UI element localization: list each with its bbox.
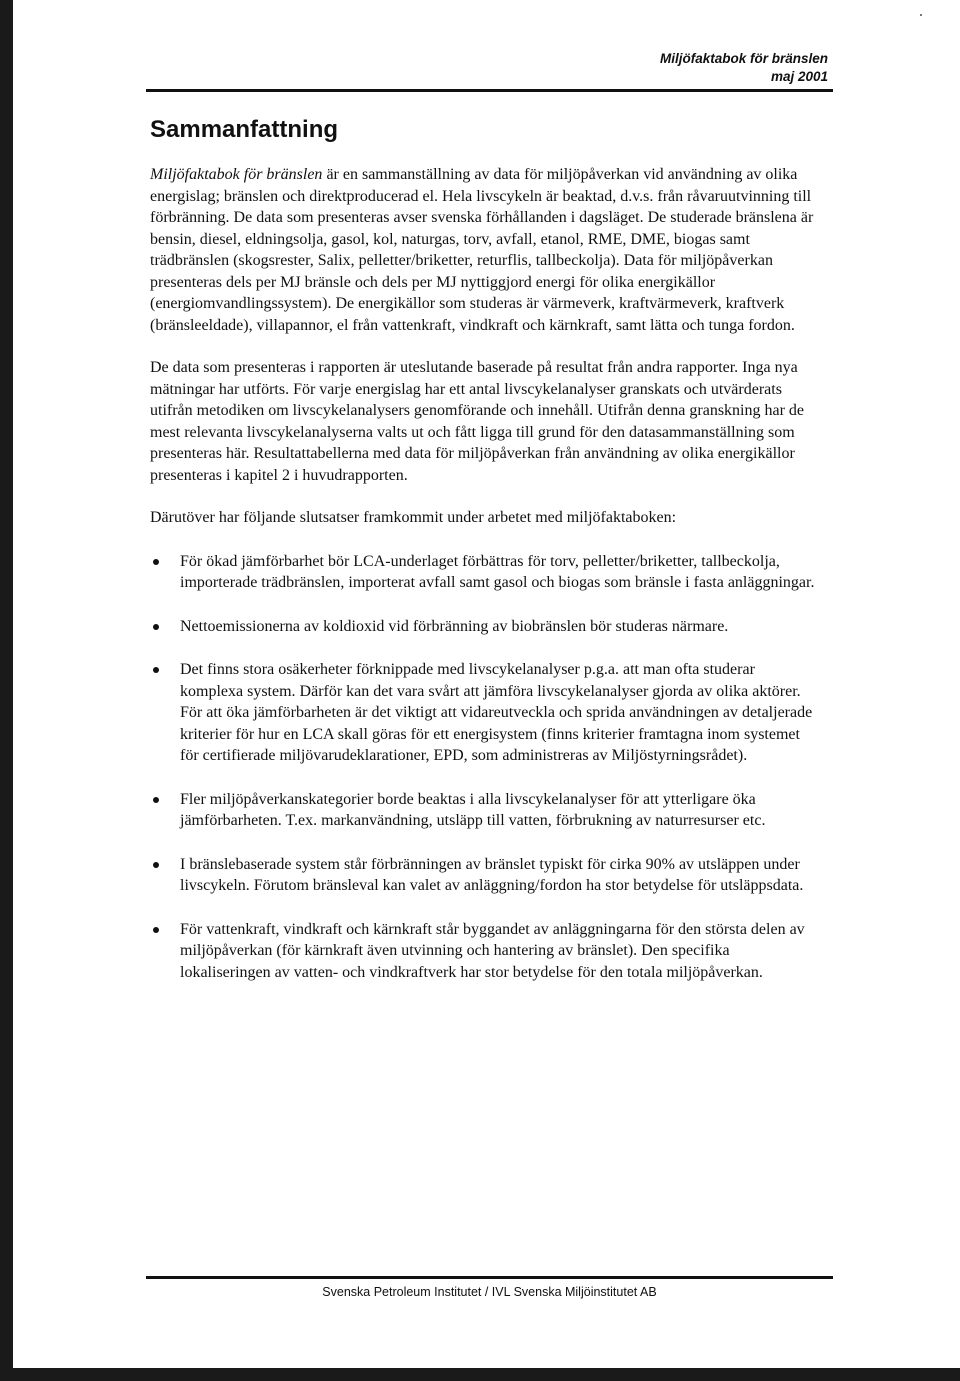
conclusions-list xyxy=(150,551,818,984)
bullet-icon xyxy=(153,862,159,868)
bullet-icon xyxy=(153,667,159,673)
body-text xyxy=(150,164,818,1005)
bullet-icon xyxy=(153,927,159,933)
running-footer: Svenska Petroleum Institutet / IVL Svenska Miljöinstitutet AB xyxy=(322,1285,657,1299)
list-item xyxy=(150,919,818,984)
paragraph-sources: De data som presenteras i rapporten är uteslutande baserade på resultat från andra rapporter. Inga nya mätningar har utförts. För varje energislag har ett antal livscykelanalyser granskats och utvärderats utifrån metodiken om livscykelanalysers genomförande och innehåll. Utifrån denna granskning har de mest relevanta livscykelanalyserna valts ut och fått ligga till grund för den datasammanställning som presenteras här. Resultattabellerna med data för miljöpåverkan från användning av olika energikällor presenteras i kapitel 2 i huvudrapporten. xyxy=(150,359,805,484)
header-rule xyxy=(146,89,833,92)
list-item-text: Fler miljöpåverkanskategorier borde beaktas i alla livscykelanalyser för att ytterligare öka jämförbarheten. T.ex. markanvändning, utsläpp till vatten, förbrukning av naturresurser etc. xyxy=(180,790,766,829)
list-item-text: Nettoemissionerna av koldioxid vid förbränning av biobränslen bör studeras närmare. xyxy=(180,617,729,635)
paragraph-conclusions-intro: Därutöver har följande slutsatser framkommit under arbetet med miljöfaktaboken: xyxy=(150,509,677,526)
header-date: maj 2001 xyxy=(770,69,828,84)
list-item-text: För vattenkraft, vindkraft och kärnkraft står byggandet av anläggningarna för den största delen av miljöpåverkan (för kärnkraft även utvinning och hantering av bränslet). Den specifika lokaliseringen av vatten- och vindkraftverk har stor betydelse för den totala miljöpåverkan. xyxy=(180,920,805,981)
list-item-text: För ökad jämförbarhet bör LCA-underlaget förbättras för torv, pelletter/briketter, tallbeckolja, importerade trädbränslen, importerat avfall samt gasol och biogas som bränsle i fasta anläggningar. xyxy=(180,552,815,591)
running-header xyxy=(660,50,828,86)
list-item xyxy=(150,551,818,594)
list-item xyxy=(150,854,818,897)
paragraph-intro xyxy=(150,164,818,336)
header-doc-title: Miljöfaktabok för bränslen xyxy=(659,51,828,66)
paragraph-intro-text: är en sammanställning av data för miljöpåverkan vid användning av olika energislag; bränslen och direktproducerad el. Hela livscykeln är beaktad, d.v.s. från råvaruutvinning till förbränning. De data som presenteras avser svenska förhållanden i dagsläget. De studerade bränslena är bensin, diesel, eldningsolja, gasol, kol, naturgas, torv, avfall, etanol, RME, DME, biogas samt trädbränslen (skogsrester, Salix, pelletter/briketter, returflis, tallbeckolja). Data för miljöpåverkan presenteras dels per MJ bränsle och dels per MJ nyttiggjord energi för olika energikällor (energiomvandlingssystem). De energikällor som studeras är värmeverk, kraftvärmeverk, kraftverk (bränsleeldade), villapannor, el från vattenkraft, vindkraft och kärnkraft, samt lätta och tunga fordon. xyxy=(150,166,814,334)
scan-speck xyxy=(920,14,922,16)
scan-edge-left xyxy=(0,0,13,1381)
list-item xyxy=(150,789,818,832)
page-title: Sammanfattning xyxy=(150,116,339,143)
footer-rule xyxy=(146,1276,833,1279)
list-item xyxy=(150,659,818,767)
bullet-icon xyxy=(153,797,159,803)
list-item xyxy=(150,616,818,638)
list-item-text: Det finns stora osäkerheter förknippade med livscykelanalyser p.g.a. att man ofta studerar komplexa system. Därför kan det vara svårt att jämföra livscykelanalyser gjorda av olika aktörer. För att öka jämförbarheten är det viktigt att vidareutveckla och sprida användningen av detaljerade kriterier för hur en LCA skall göras för ett energisystem (finns kriterier framtagna inom systemet för certifierade miljövarudeklarationer, EPD, som administreras av Miljöstyrningsrådet). xyxy=(180,661,813,764)
bullet-icon xyxy=(153,559,159,565)
bullet-icon xyxy=(153,624,159,630)
list-item-text: I bränslebaserade system står förbränningen av bränslet typiskt för cirka 90% av utsläppen under livscykeln. Förutom bränsleval kan valet av anläggning/fordon ha stor betydelse för utsläppsdata. xyxy=(180,855,804,894)
book-title-italic: Miljöfaktabok för bränslen xyxy=(150,166,323,183)
scan-edge-bottom xyxy=(0,1368,960,1381)
